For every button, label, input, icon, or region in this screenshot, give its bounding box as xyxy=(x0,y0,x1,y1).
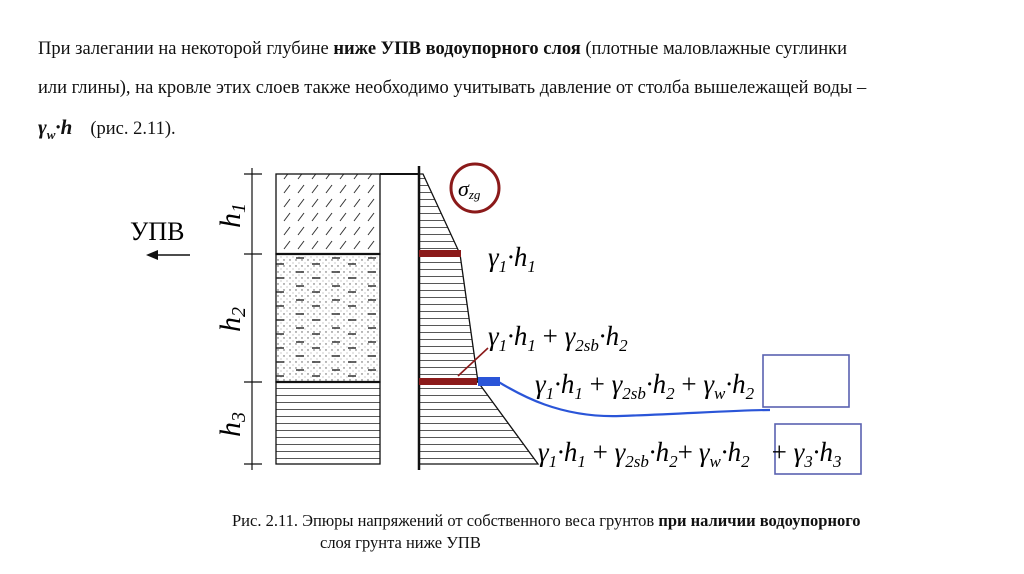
stress-formula-1: $\gamma_1\cdot h_1$ xyxy=(488,242,536,276)
caption-line-2: слоя грунта ниже УПВ xyxy=(320,533,481,552)
stress-formula-2: $\gamma_1\cdot h_1 + \gamma_{2sb}\cdot h_2$ xyxy=(488,321,628,355)
stress-marker-layer1 xyxy=(419,250,461,257)
intro-text: При залегании на некоторой глубине xyxy=(38,39,334,59)
water-level-arrow-icon xyxy=(146,250,158,260)
h1-label: h1 xyxy=(214,203,250,228)
intro-bold-text: ниже УПВ водоупорного слоя xyxy=(333,39,581,59)
intro-line-2: или глины), на кровле этих слоев также необходимо учитывать давление от столба вышележащей воды – xyxy=(38,78,867,98)
stress-marker-layer2 xyxy=(419,378,477,385)
h3-label: h3 xyxy=(214,412,250,437)
water-pressure-formula: $\gamma_w\cdot h$ xyxy=(38,115,73,143)
soil-layer-1 xyxy=(276,174,380,254)
water-term-box-1 xyxy=(763,355,849,407)
stress-formula-4: $\gamma_1\cdot h_1 + \gamma_{2sb}\cdot h_2+ \gamma_w\cdot h_2 + \gamma_3\cdot h_3$ xyxy=(538,437,842,471)
h2-label: h2 xyxy=(214,307,250,332)
soil-layer-3 xyxy=(276,382,380,464)
soil-column xyxy=(276,174,418,464)
intro-text-tail: (плотные маловлажные суглинки xyxy=(580,39,848,59)
sigma-zg-label: σzg xyxy=(458,176,481,202)
stress-diagram-outline xyxy=(419,174,538,464)
upv-label: УПВ xyxy=(130,217,185,246)
figure-caption xyxy=(232,510,861,554)
caption-line-1: Рис. 2.11. Эпюры напряжений от собственного веса грунтов при наличии водоупорного xyxy=(232,511,861,530)
figure-reference: (рис. 2.11). xyxy=(90,119,176,139)
stress-formula-3: $\gamma_1\cdot h_1 + \gamma_{2sb}\cdot h_2 + \gamma_w\cdot h_2$ xyxy=(535,369,755,403)
